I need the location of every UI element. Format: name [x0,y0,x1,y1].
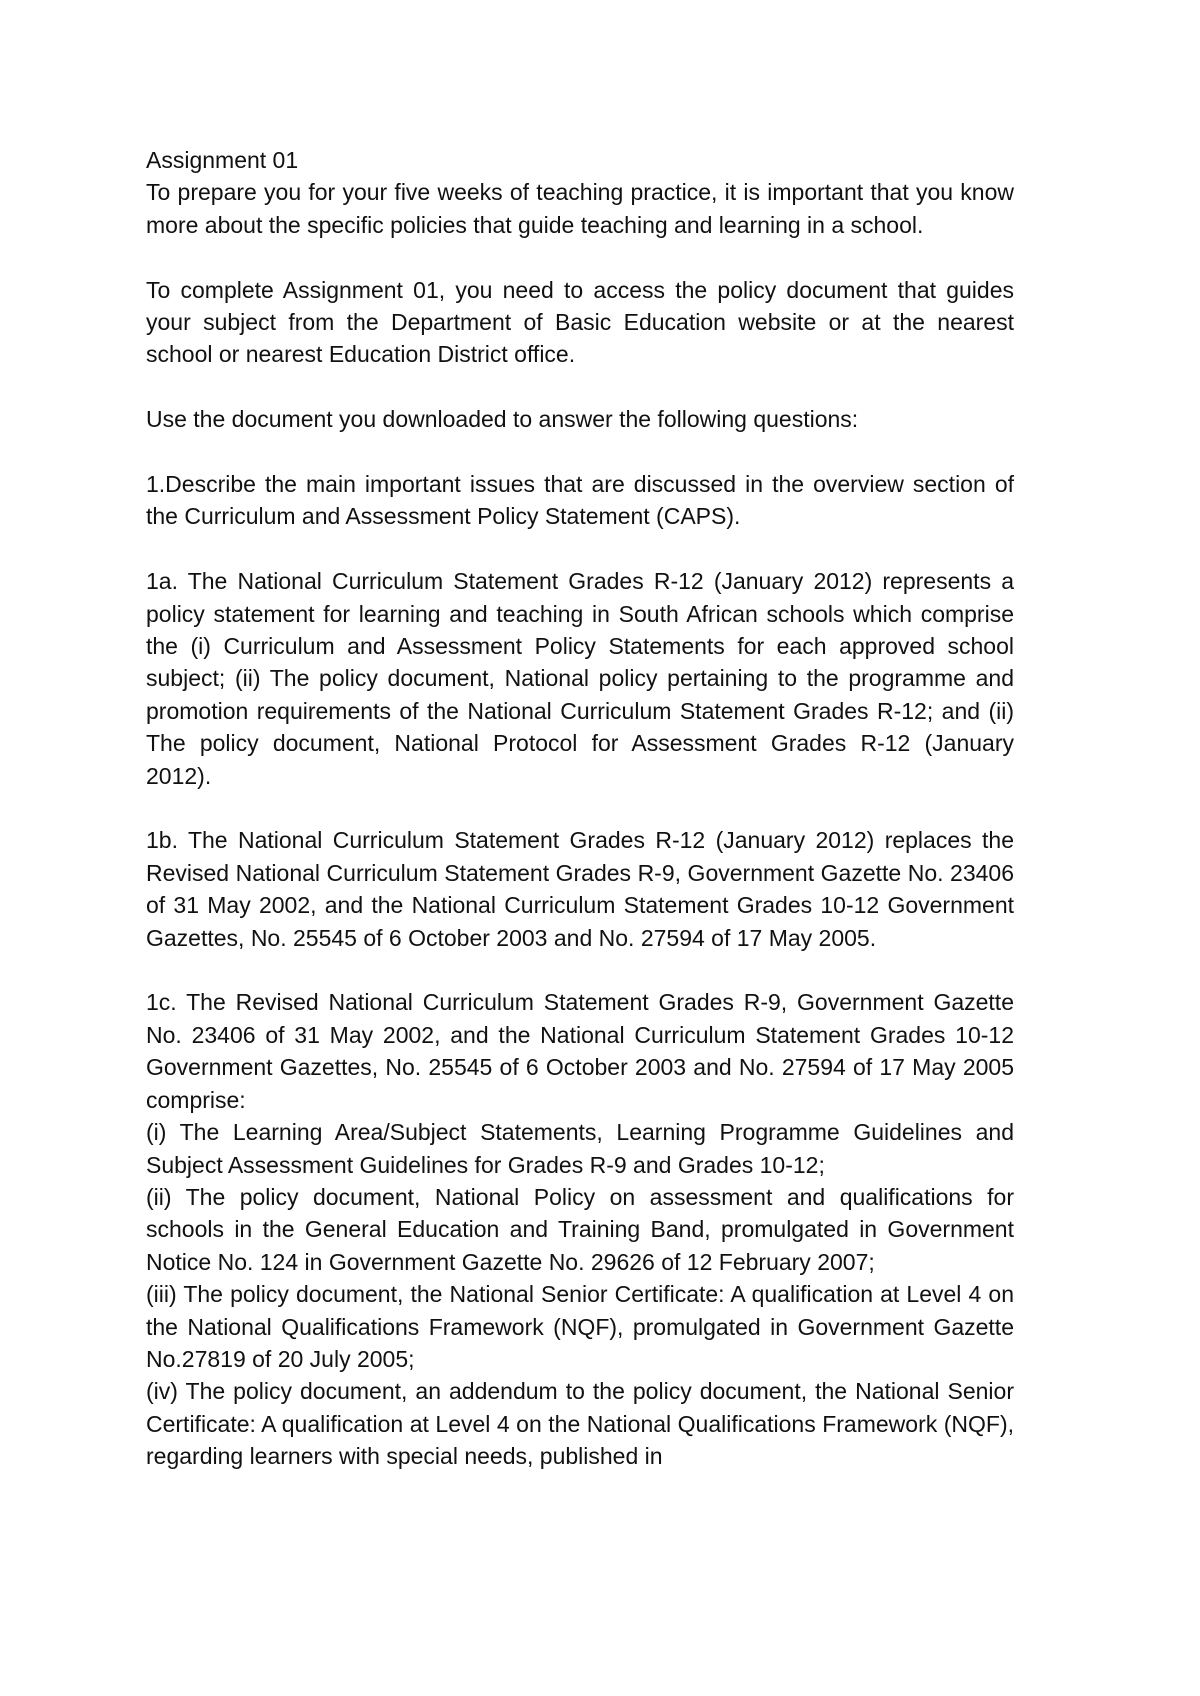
list-item-ii: (ii) The policy document, National Policy on assessment and qualifications for schools in the General Education and Training Band, promulgated in Government Notice No. 124 in Government Gazette No. 29626 of 12 February 2007; [146,1183,1014,1275]
list-item-i: (i) The Learning Area/Subject Statements, Learning Programme Guidelines and Subject Assessment Guidelines for Grades R-9 and Grades 10-12; [146,1119,1014,1178]
answer-1c: 1c. The Revised National Curriculum Statement Grades R-9, Government Gazette No. 23406 of 31 May 2002, and the National Curriculum Statement Grades 10-12 Government Gazettes, No. 25545 of 6 October 2003 and No. 27594 of 17 May 2005 comprise: [146,989,1014,1113]
question-1: 1.Describe the main important issues that are discussed in the overview section of the Curriculum and Assessment Policy Statement (CAPS). [146,471,1014,530]
assignment-title: Assignment 01 [146,147,299,173]
list-item-iii: (iii) The policy document, the National Senior Certificate: A qualification at Level 4 on the National Qualifications Framework (NQF), promulgated in Government Gazette No.27819 of 20 July 2005; [146,1281,1014,1372]
answer-1a: 1a. The National Curriculum Statement Grades R-12 (January 2012) represents a policy statement for learning and teaching in South African schools which comprise the (i) Curriculum and Assessment Policy Statements for each approved school subject; (ii) The policy document, National policy pertaining to the programme and promotion requirements of the National Curriculum Statement Grades R-12; and (ii) The policy document, National Protocol for Assessment Grades R-12 (January 2012). [146,568,1014,789]
list-item-iv: (iv) The policy document, an addendum to the policy document, the National Senior Certificate: A qualification at Level 4 on the National Qualifications Framework (NQF), regarding learners with special needs, published in [146,1378,1014,1470]
answer-1b: 1b. The National Curriculum Statement Grades R-12 (January 2012) replaces the Revised National Curriculum Statement Grades R-9, Government Gazette No. 23406 of 31 May 2002, and the National Curriculum Statement Grades 10-12 Government Gazettes, No. 25545 of 6 October 2003 and No. 27594 of 17 May 2005. [146,827,1014,951]
intro-paragraph: To prepare you for your five weeks of teaching practice, it is important that you know more about the specific policies that guide teaching and learning in a school. [146,179,1014,238]
document-page [146,144,1014,1473]
use-document-paragraph: Use the document you downloaded to answer the following questions: [146,406,859,433]
instruction-paragraph: To complete Assignment 01, you need to access the policy document that guides your subject from the Department of Basic Education website or at the nearest school or nearest Education District office. [146,276,1014,368]
